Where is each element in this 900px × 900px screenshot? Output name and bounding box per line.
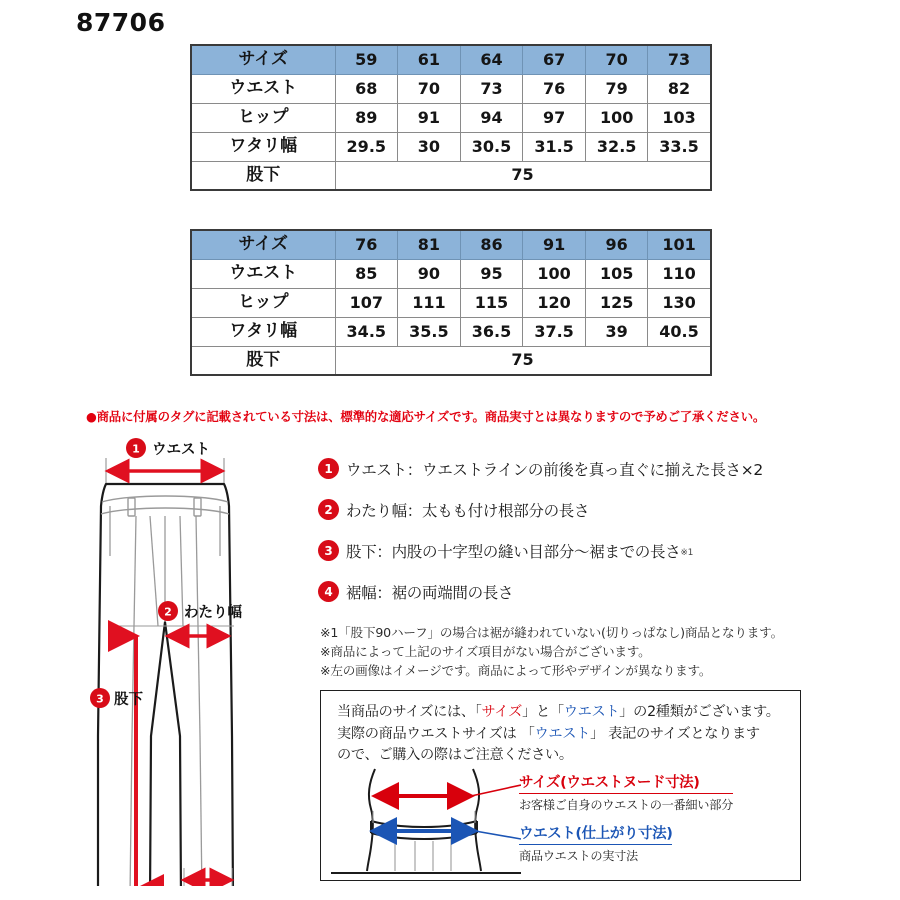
legend-item-waist bbox=[318, 448, 818, 489]
cell-value: 35.5 bbox=[398, 317, 461, 346]
header-size-value: 70 bbox=[585, 45, 648, 74]
header-size-value: 86 bbox=[460, 230, 523, 259]
cell-value: 103 bbox=[648, 103, 711, 132]
cell-value: 76 bbox=[523, 74, 586, 103]
header-size-value: 76 bbox=[335, 230, 398, 259]
footnote-line: ※1「股下90ハーフ」の場合は裾が縫われていない(切りっぱなし)商品となります。 bbox=[320, 625, 783, 640]
footnote-line: ※左の画像はイメージです。商品によって形やデザインが異なります。 bbox=[320, 663, 712, 678]
row-label: ウエスト bbox=[191, 74, 335, 103]
legend-badge-4-icon: 4 bbox=[318, 581, 339, 602]
cell-value: 30.5 bbox=[460, 132, 523, 161]
cell-value: 90 bbox=[398, 259, 461, 288]
table-row-inseam bbox=[191, 346, 711, 375]
cell-value: 40.5 bbox=[648, 317, 711, 346]
cell-value: 105 bbox=[585, 259, 648, 288]
legend-label-inseam-text: 股下：内股の十字型の縫い目部分〜裾までの長さ bbox=[346, 542, 681, 561]
cell-value: 89 bbox=[335, 103, 398, 132]
cell-value: 95 bbox=[460, 259, 523, 288]
info-keyword-waist: ウエスト bbox=[563, 704, 620, 720]
legend-badge-3-icon: 3 bbox=[318, 540, 339, 561]
leader-line-blue bbox=[475, 831, 521, 839]
header-size-value: 64 bbox=[460, 45, 523, 74]
row-label: ワタリ幅 bbox=[191, 132, 335, 161]
cell-value: 107 bbox=[335, 288, 398, 317]
header-size-value: 67 bbox=[523, 45, 586, 74]
table-row bbox=[191, 288, 711, 317]
callout-waist-sub: 商品ウエストの実寸法 bbox=[519, 849, 638, 863]
cell-value: 34.5 bbox=[335, 317, 398, 346]
legend-badge-2-icon: 2 bbox=[318, 499, 339, 520]
header-size-value: 101 bbox=[648, 230, 711, 259]
row-label: ヒップ bbox=[191, 288, 335, 317]
table-header-row bbox=[191, 45, 711, 74]
measurement-legend bbox=[318, 448, 818, 612]
label-inseam: 股下 bbox=[114, 692, 143, 708]
row-label: 股下 bbox=[191, 346, 335, 375]
cell-value: 31.5 bbox=[523, 132, 586, 161]
info-box-text bbox=[337, 702, 792, 767]
row-label: ワタリ幅 bbox=[191, 317, 335, 346]
cell-value: 115 bbox=[460, 288, 523, 317]
legend-label-thigh: わたり幅：太もも付け根部分の長さ bbox=[346, 501, 590, 520]
cell-value: 94 bbox=[460, 103, 523, 132]
info-keyword-waist-2: ウエスト bbox=[534, 725, 591, 742]
table-row bbox=[191, 103, 711, 132]
info-line1-c: 」の2種類がございます。 bbox=[619, 704, 780, 720]
table-row bbox=[191, 132, 711, 161]
header-size-value: 91 bbox=[523, 230, 586, 259]
legend-label-hem: 裾幅：裾の両端間の長さ bbox=[346, 583, 514, 602]
info-line2-b: 」 表記のサイズとなります bbox=[590, 725, 760, 742]
badge-thigh-number: 2 bbox=[164, 605, 172, 619]
row-label: ウエスト bbox=[191, 259, 335, 288]
footnotes bbox=[320, 623, 820, 680]
footnote-line: ※商品によって上記のサイズ項目がない場合がございます。 bbox=[320, 644, 651, 659]
cell-value: 110 bbox=[648, 259, 711, 288]
cell-value: 39 bbox=[585, 317, 648, 346]
row-label: ヒップ bbox=[191, 103, 335, 132]
legend-label-waist: ウエスト：ウエストラインの前後を真っ直ぐに揃えた長さ×2 bbox=[346, 460, 763, 479]
header-size-value: 59 bbox=[335, 45, 398, 74]
legend-item-thigh bbox=[318, 489, 818, 530]
table-row bbox=[191, 259, 711, 288]
cell-value: 111 bbox=[398, 288, 461, 317]
header-size-value: 81 bbox=[398, 230, 461, 259]
cell-value: 30 bbox=[398, 132, 461, 161]
size-vs-waist-info-box bbox=[320, 690, 801, 881]
cell-value: 125 bbox=[585, 288, 648, 317]
cell-value: 73 bbox=[460, 74, 523, 103]
header-size-value: 73 bbox=[648, 45, 711, 74]
legend-item-inseam bbox=[318, 530, 818, 571]
cell-value: 70 bbox=[398, 74, 461, 103]
callout-nude-waist bbox=[519, 771, 733, 813]
table-row-inseam bbox=[191, 161, 711, 190]
cell-value: 32.5 bbox=[585, 132, 648, 161]
badge-waist-number: 1 bbox=[132, 442, 140, 456]
cell-value: 29.5 bbox=[335, 132, 398, 161]
cell-value: 68 bbox=[335, 74, 398, 103]
product-code: 87706 bbox=[76, 8, 166, 37]
table-row bbox=[191, 317, 711, 346]
cell-value-span: 75 bbox=[335, 161, 711, 190]
cell-value: 91 bbox=[398, 103, 461, 132]
pants-diagram bbox=[88, 436, 316, 886]
info-keyword-size: サイズ bbox=[481, 704, 523, 720]
legend-label-inseam bbox=[346, 540, 693, 562]
cell-value: 36.5 bbox=[460, 317, 523, 346]
legend-badge-1-icon: 1 bbox=[318, 458, 339, 479]
table-header-row bbox=[191, 230, 711, 259]
cell-value: 33.5 bbox=[648, 132, 711, 161]
callout-garment-waist bbox=[519, 822, 672, 864]
size-table-large bbox=[190, 229, 712, 376]
torso-outline bbox=[367, 769, 481, 871]
cell-value: 79 bbox=[585, 74, 648, 103]
size-table-small bbox=[190, 44, 712, 191]
cell-value: 130 bbox=[648, 288, 711, 317]
info-line3: ので、ご購入の際はご注意ください。 bbox=[337, 747, 573, 763]
table-row bbox=[191, 74, 711, 103]
row-label: 股下 bbox=[191, 161, 335, 190]
legend-item-hem bbox=[318, 571, 818, 612]
header-size-label: サイズ bbox=[191, 45, 335, 74]
waistband-details bbox=[373, 811, 475, 871]
header-size-value: 61 bbox=[398, 45, 461, 74]
info-line1-a: 当商品のサイズには、「 bbox=[337, 704, 482, 720]
label-thigh: わたり幅 bbox=[184, 605, 242, 621]
cell-value: 82 bbox=[648, 74, 711, 103]
legend-label-inseam-note: ※1 bbox=[680, 547, 694, 558]
callout-waist-title: ウエスト(仕上がり寸法) bbox=[519, 822, 672, 845]
info-line1-b: 」と「 bbox=[522, 704, 564, 720]
header-size-label: サイズ bbox=[191, 230, 335, 259]
callout-size-title: サイズ(ウエストヌード寸法) bbox=[519, 771, 733, 794]
cell-value: 85 bbox=[335, 259, 398, 288]
cell-value: 100 bbox=[523, 259, 586, 288]
info-line2-a: 実際の商品ウエストサイズは 「 bbox=[337, 725, 535, 742]
red-notice-text: ●商品に付属のタグに記載されている寸法は、標準的な適応サイズです。商品実寸とは異なりますので予めご了承ください。 bbox=[86, 409, 766, 424]
cell-value: 100 bbox=[585, 103, 648, 132]
cell-value: 37.5 bbox=[523, 317, 586, 346]
cell-value: 120 bbox=[523, 288, 586, 317]
header-size-value: 96 bbox=[585, 230, 648, 259]
callout-size-sub: お客様ご自身のウエストの一番細い部分 bbox=[519, 798, 733, 812]
cell-value-span: 75 bbox=[335, 346, 711, 375]
waist-measure-diagram bbox=[331, 763, 521, 875]
label-waist: ウエスト bbox=[152, 442, 210, 458]
cell-value: 97 bbox=[523, 103, 586, 132]
badge-inseam-number: 3 bbox=[96, 692, 104, 706]
